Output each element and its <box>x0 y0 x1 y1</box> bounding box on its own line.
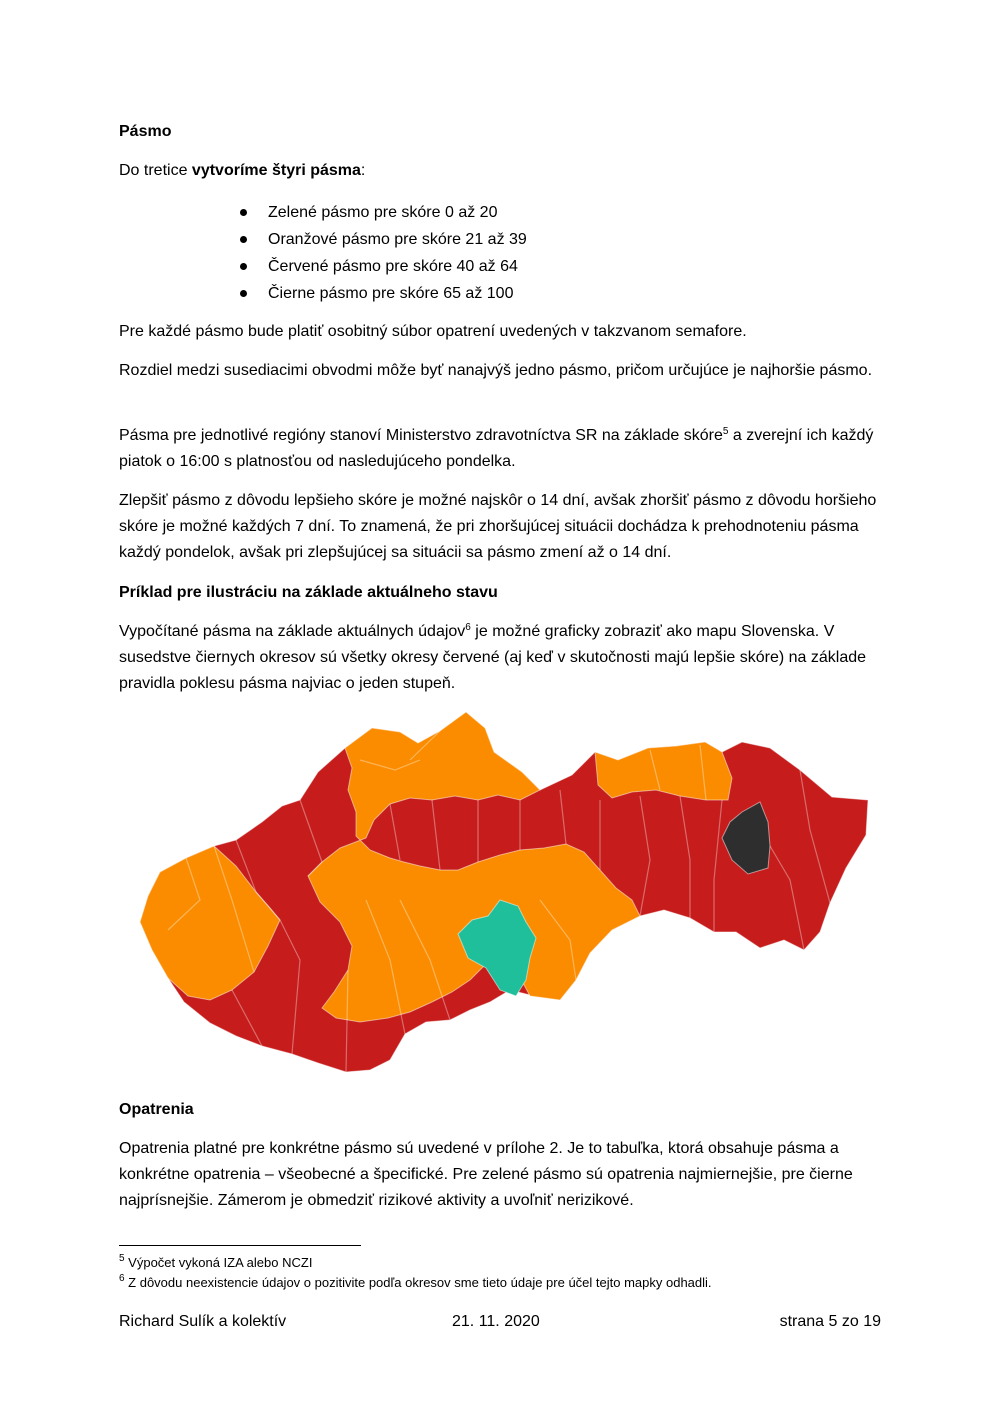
footnote-number: 6 <box>119 1273 125 1284</box>
map-region-orange-northeast <box>595 742 732 800</box>
footnote-number: 5 <box>119 1253 125 1264</box>
footnote-ref-6[interactable]: 6 <box>465 622 471 633</box>
heading-opatrenia: Opatrenia <box>119 1101 194 1118</box>
map-region-black <box>722 802 770 874</box>
heading-example: Príklad pre ilustráciu na základe aktuálneho stavu <box>119 584 498 601</box>
footnote-6 <box>119 1274 712 1292</box>
map-region-red-base <box>140 712 868 1072</box>
intro-paragraph <box>119 158 889 184</box>
footer-page-number: strana 5 zo 19 <box>779 1313 881 1330</box>
map-region-green <box>458 900 536 996</box>
ministry-text-a: Pásma pre jednotlivé regióny stanoví Ministerstvo zdravotníctva SR na základe skóre <box>119 427 723 444</box>
zone-orange-text: Oranžové pásmo pre skóre 21 až 39 <box>268 231 527 248</box>
ministry-text-b: a zverejní ich každý piatok o 16:00 s platnosťou od nasledujúceho pondelka. <box>119 427 874 470</box>
footnote-5 <box>119 1254 312 1272</box>
intro-prefix: Do tretice <box>119 162 192 179</box>
paragraph-timing: Zlepšiť pásmo z dôvodu lepšieho skóre je možné najskôr o 14 dní, avšak zhoršiť pásmo z dôvodu horšieho skóre je možné každých 7 dní. To znamená, že pri zhoršujúcej situácii dochádza k prehodnoteniu pásma každý pondelok, avšak pri zlepšujúcej sa situácii sa pásmo zmení až o 14 dní. <box>119 492 877 561</box>
bullet-icon <box>240 290 247 297</box>
heading-pasmo: Pásmo <box>119 123 172 140</box>
paragraph-neighbors: Rozdiel medzi susediacimi obvodmi môže byť nanajvýš jedno pásmo, pričom určujúce je najhoršie pásmo. <box>119 362 873 379</box>
paragraph-map-intro <box>119 619 889 697</box>
paragraph-ministry <box>119 423 889 475</box>
paragraph-opatrenia: Opatrenia platné pre konkrétne pásmo sú uvedené v prílohe 2. Je to tabuľka, ktorá obsahuje pásma a konkrétne opatrenia – všeobecné a špecifické. Pre zelené pásmo sú opatrenia najmiernejšie, pre čierne najprísnejšie. Zámerom je obmedziť rizikové aktivity a uvoľniť nerizikové. <box>119 1140 853 1209</box>
list-item <box>240 199 527 226</box>
zone-red-text: Červené pásmo pre skóre 40 až 64 <box>268 258 518 275</box>
intro-suffix: : <box>360 162 366 179</box>
zone-black-text: Čierne pásmo pre skóre 65 až 100 <box>268 285 514 302</box>
bullet-icon <box>240 263 247 270</box>
list-item <box>240 280 527 307</box>
bullet-icon <box>240 209 247 216</box>
zone-green-text: Zelené pásmo pre skóre 0 až 20 <box>268 204 498 221</box>
footnote-ref-5[interactable]: 5 <box>722 426 729 437</box>
footer-date: 21. 11. 2020 <box>452 1313 540 1330</box>
paragraph-semafor: Pre každé pásmo bude platiť osobitný súbor opatrení uvedených v takzvanom semafore. <box>119 323 747 340</box>
intro-bold: vytvoríme štyri pásma <box>191 162 361 179</box>
map-intro-a: Vypočítané pásma na základe aktuálnych údajov <box>119 623 466 640</box>
bullet-icon <box>240 236 247 243</box>
map-intro-b: je možné graficky zobraziť ako mapu Slovenska. V susedstve čiernych okresov sú všetky okresy červené (aj keď v skutočnosti majú lepšie skóre) na základe pravidla poklesu pásma najviac o jeden stupeň. <box>119 623 867 692</box>
footer-author: Richard Sulík a kolektív <box>119 1313 287 1330</box>
map-region-orange-west <box>140 846 280 1000</box>
list-item <box>240 253 527 280</box>
map-region-orange-central <box>308 712 640 1022</box>
map-district-borders <box>168 731 830 1072</box>
zone-list <box>240 199 527 307</box>
list-item <box>240 226 527 253</box>
footnote-text: Z dôvodu neexistencie údajov o pozitivite podľa okresov sme tieto údaje pre účel tejto mapky odhadli. <box>124 1275 712 1290</box>
footnote-divider <box>119 1245 361 1246</box>
footnote-text: Výpočet vykoná IZA alebo NCZI <box>124 1255 313 1270</box>
